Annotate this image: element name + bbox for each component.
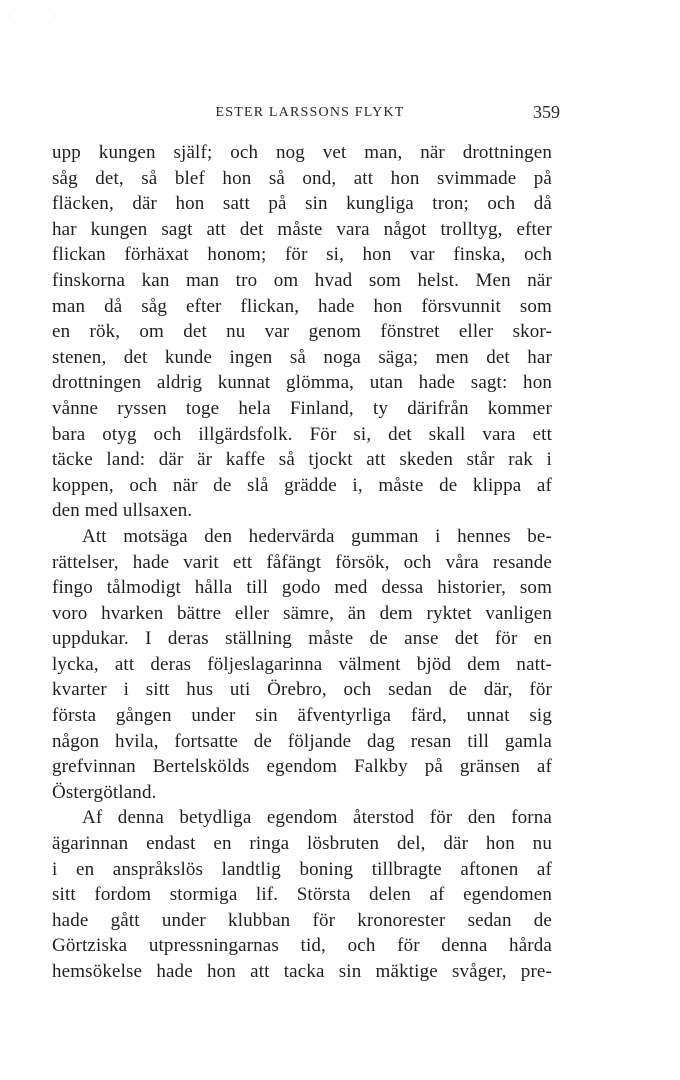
text-line: har kungen sagt att det måste vara något trolltyg, efter: [52, 218, 552, 240]
running-head: [0, 102, 680, 125]
text-line: Görtziska utpressningarnas tid, och för denna hårda: [52, 935, 552, 957]
paragraph: [52, 140, 552, 524]
text-line: stenen, det kunde ingen så noga säga; men det har: [52, 346, 552, 368]
text-line: kvarter i sitt hus uti Örebro, och sedan de där, för: [52, 679, 552, 701]
text-line: sitt fordom stormiga lif. Största delen af egendomen: [52, 884, 552, 906]
text-line: vånne ryssen toge hela Finland, ty därifrån kommer: [52, 397, 552, 419]
body-text: [52, 140, 552, 985]
text-line: en rök, om det nu var genom fönstret eller skor-: [52, 321, 552, 343]
text-line: voro hvarken bättre eller sämre, än dem ryktet vanligen: [52, 602, 552, 624]
text-line: täcke land: där är kaffe så tjockt att skeden står rak i: [52, 449, 552, 471]
text-line: uppdukar. I deras ställning måste de anse det för en: [52, 628, 552, 650]
text-line: den med ullsaxen.: [52, 500, 193, 522]
text-line: hemsökelse hade hon att tacka sin mäktige svåger, pre-: [52, 961, 552, 982]
page-number: 359: [533, 102, 560, 122]
text-line: fingo tålmodigt hålla till godo med dessa historier, som: [52, 577, 552, 599]
text-line: finskorna kan man tro om hvad som helst. Men när: [52, 269, 552, 291]
text-line: Att motsäga den hedervärda gumman i hennes be-: [82, 525, 552, 547]
text-line: upp kungen själf; och nog vet man, när drottningen: [52, 142, 552, 163]
text-line: lycka, att deras följeslagarinna välment bjöd dem natt-: [52, 653, 552, 675]
text-line: Östergötland.: [52, 781, 157, 803]
text-line: flickan förhäxat honom; för si, hon var finska, och: [52, 244, 552, 266]
text-line: man då såg efter flickan, hade hon försvunnit som: [52, 295, 552, 317]
paragraph: [52, 524, 552, 806]
text-line: Af denna betydliga egendom återstod för den forna: [82, 807, 552, 829]
text-line: bara otyg och illgärdsfolk. För si, det skall vara ett: [52, 423, 552, 445]
text-line: såg det, så blef hon så ond, att hon svimmade på: [52, 167, 552, 189]
text-line: koppen, och när de slå grädde i, måste de klippa af: [52, 474, 552, 496]
scan-margin-marks: · · · · · · ·: [8, 12, 68, 21]
running-title: ESTER LARSSONS FLYKT: [215, 105, 405, 120]
text-line: första gången under sin äfventyrliga färd, unnat sig: [52, 705, 552, 727]
text-line: ägarinnan endast en ringa lösbruten del, där hon nu: [52, 833, 552, 855]
text-line: drottningen aldrig kunnat glömma, utan hade sagt: hon: [52, 372, 552, 394]
text-line: någon hvila, fortsatte de följande dag resan till gamla: [52, 730, 552, 752]
paragraph: [52, 805, 552, 984]
text-line: fläcken, där hon satt på sin kungliga tron; och då: [52, 193, 552, 215]
text-line: i en anspråkslös landtlig boning tillbragte aftonen af: [52, 858, 552, 880]
text-line: grefvinnan Bertelskölds egendom Falkby på gränsen af: [52, 756, 552, 778]
text-line: rättelser, hade varit ett fåfängt försök, och våra resande: [52, 551, 552, 573]
text-line: hade gått under klubban för kronorester sedan de: [52, 909, 552, 931]
